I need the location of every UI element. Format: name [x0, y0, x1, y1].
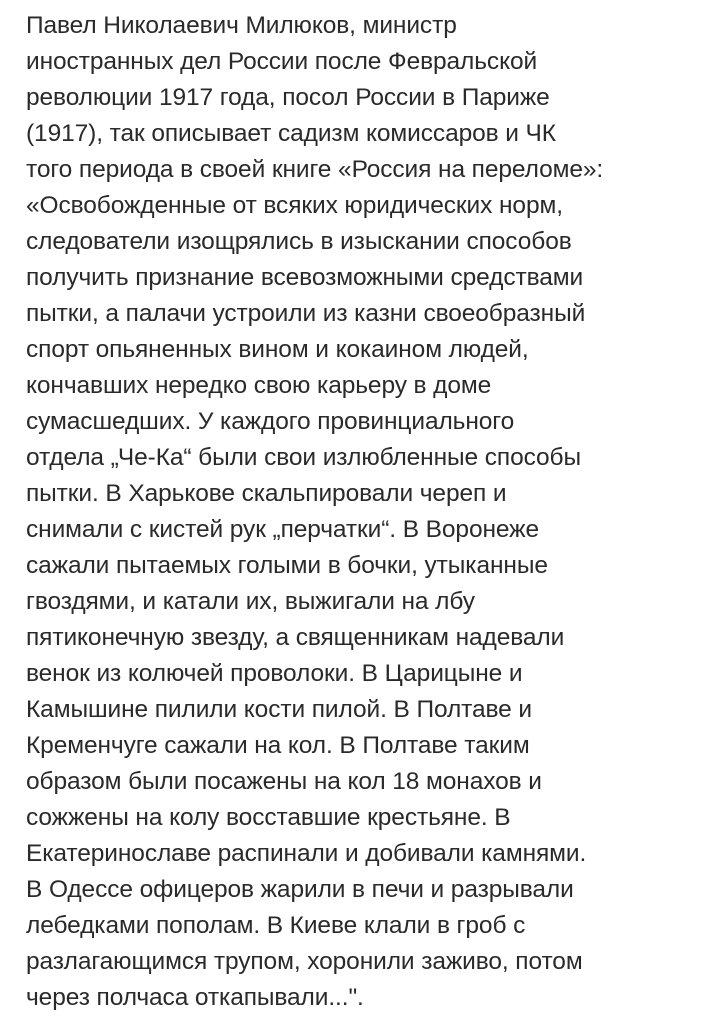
text-line: Камышине пилили кости пилой. В Полтаве и [26, 696, 532, 723]
text-line: Павел Николаевич Милюков, министр [26, 12, 457, 39]
text-line: сожжены на колу восставшие крестьяне. В [26, 804, 511, 831]
text-line: сажали пытаемых голыми в бочки, утыканные [26, 552, 548, 579]
text-line: пятиконечную звезду, а священникам надевали [26, 624, 565, 651]
text-line: В Одессе офицеров жарили в печи и разрывали [26, 876, 574, 903]
text-line: Екатеринославе распинали и добивали камнями. [26, 840, 587, 867]
text-line: разлагающимся трупом, хоронили заживо, потом [26, 948, 583, 975]
text-line: спорт опьяненных вином и кокаином людей, [26, 336, 529, 363]
text-line: отдела „Че-Ка“ были свои излюбленные способы [26, 444, 581, 471]
text-line: снимали с кистей рук „перчатки“. В Воронеже [26, 516, 539, 543]
text-line: пытки, а палачи устроили из казни своеобразный [26, 300, 586, 327]
text-line: того периода в своей книге «Россия на переломе»: [26, 156, 604, 183]
text-line: пытки. В Харькове скальпировали череп и [26, 480, 507, 507]
text-line: венок из колючей проволоки. В Царицыне и [26, 660, 523, 687]
text-line: лебедками пополам. В Киеве клали в гроб с [26, 912, 526, 939]
text-line: иностранных дел России после Февральской [26, 48, 538, 75]
text-line: Кременчуге сажали на кол. В Полтаве таким [26, 732, 530, 759]
text-line: образом были посажены на кол 18 монахов и [26, 768, 542, 795]
text-line: «Освобожденные от всяких юридических норм, [26, 192, 563, 219]
text-line: кончавших нередко свою карьеру в доме [26, 372, 492, 399]
text-line: сумасшедших. У каждого провинциального [26, 408, 515, 435]
text-line: следователи изощрялись в изыскании способов [26, 228, 572, 255]
text-line: получить признание всевозможными средствами [26, 264, 584, 291]
text-line: через полчаса откапывали...". [26, 984, 364, 1011]
post-text [26, 8, 696, 1016]
text-line: гвоздями, и катали их, выжигали на лбу [26, 588, 475, 615]
text-line: (1917), так описывает садизм комиссаров и ЧК [26, 120, 556, 147]
text-line: революции 1917 года, посол России в Париже [26, 84, 550, 111]
